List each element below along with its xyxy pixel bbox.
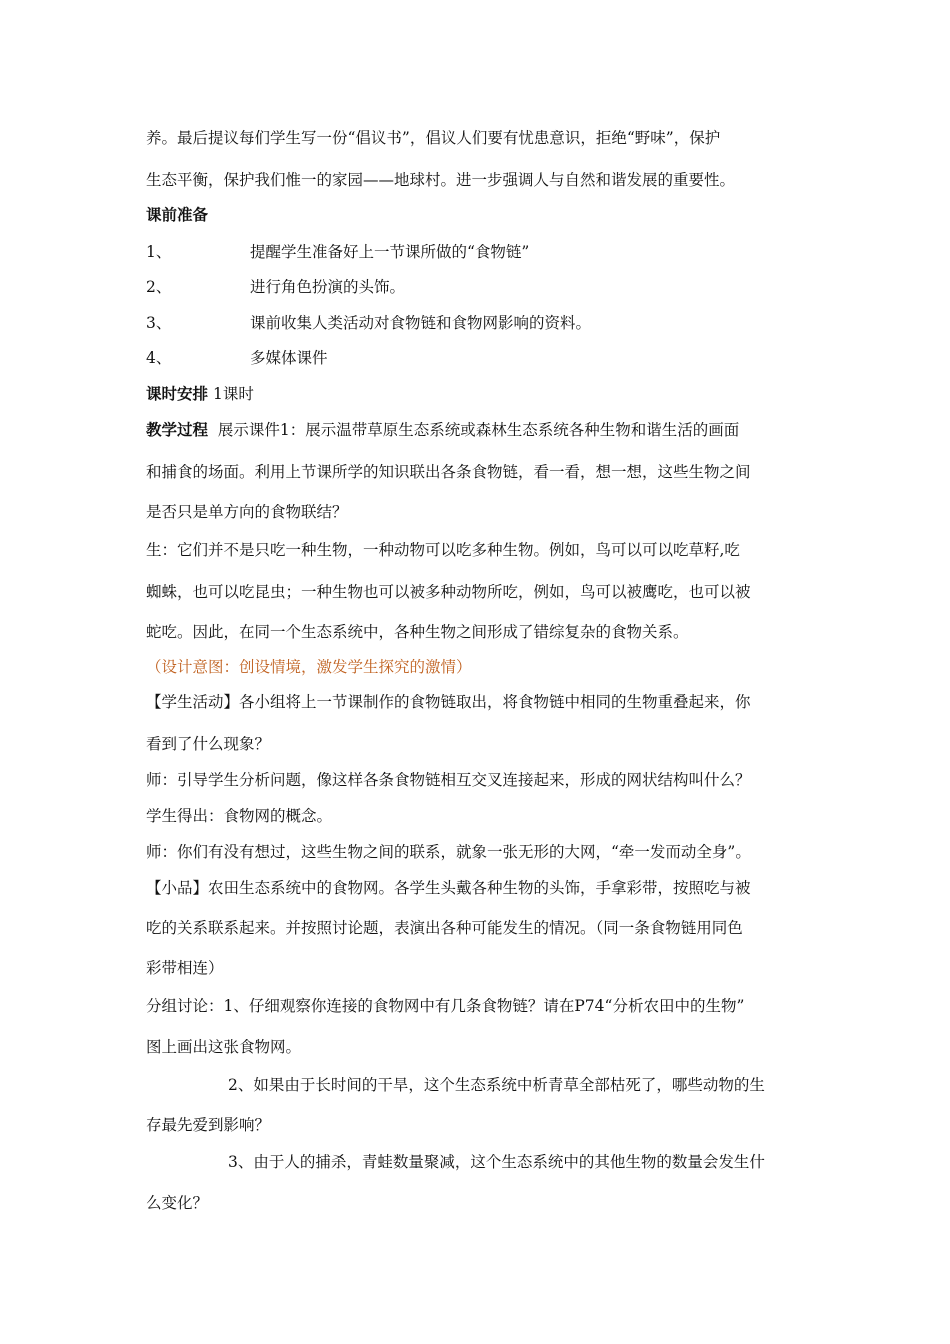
teacher-line-2: 师：你们有没有想过，这些生物之间的联系，就象一张无形的大网，“牵一发而动全身”。	[146, 843, 751, 861]
prep-item-3-text: 课前收集人类活动对食物链和食物网影响的资料。	[250, 314, 592, 332]
activity-line-1: 【学生活动】各小组将上一节课制作的食物链取出，将食物链中相同的生物重叠起来，你	[146, 693, 751, 711]
prep-heading: 课前准备	[146, 206, 209, 224]
prep-item-1-text: 提醒学生准备好上一节课所做的“食物链”	[250, 243, 530, 261]
student-answer-line-1: 生：它们并不是只吃一种生物，一种动物可以吃多种生物。例如，鸟可以可以吃草籽,吃	[146, 541, 740, 559]
process-line-3: 是否只是单方向的食物联结？	[146, 503, 348, 521]
student-answer-line-2: 蜘蛛，也可以吃昆虫；一种生物也可以被多种动物所吃，例如，鸟可以被鹰吃，也可以被	[146, 583, 751, 601]
prep-item-4-number: 4、	[146, 349, 172, 367]
discussion-q2-line-2: 存最先爱到影响？	[146, 1116, 271, 1134]
skit-line-1: 【小品】农田生态系统中的食物网。各学生头戴各种生物的头饰，手拿彩带，按照吃与被	[146, 879, 751, 897]
discussion-q3-line-2: 么变化？	[146, 1194, 209, 1212]
design-intent: （设计意图：创设情境，激发学生探究的激情）	[146, 658, 472, 676]
activity-line-2: 看到了什么现象？	[146, 735, 271, 753]
prep-item-1-number: 1、	[146, 243, 172, 261]
process-line-2: 和捕食的场面。利用上节课所学的知识联出各条食物链，看一看，想一想，这些生物之间	[146, 463, 751, 481]
prep-item-2-text: 进行角色扮演的头饰。	[250, 278, 406, 296]
process-line-1	[146, 420, 739, 440]
process-text-1: 展示课件1：展示温带草原生态系统或森林生态系统各种生物和谐生活的画面	[217, 421, 740, 439]
skit-line-3: 彩带相连）	[146, 959, 224, 977]
prep-item-4-text: 多媒体课件	[250, 349, 328, 367]
schedule-line	[146, 384, 254, 404]
skit-line-2: 吃的关系联系起来。并按照讨论题，表演出各种可能发生的情况。（同一条食物链用同色	[146, 919, 743, 937]
prep-item-3-number: 3、	[146, 314, 172, 332]
intro-line-1: 养。最后提议每们学生写一份“倡议书”，倡议人们要有忧患意识，拒绝“野味”，保护	[146, 129, 721, 147]
schedule-value: 1课时	[212, 385, 254, 403]
discussion-q1-line-1: 分组讨论：1、仔细观察你连接的食物网中有几条食物链？请在P74“分析农田中的生物”	[146, 997, 745, 1015]
intro-line-2: 生态平衡，保护我们惟一的家园——地球村。进一步强调人与自然和谐发展的重要性。	[146, 171, 736, 189]
student-answer-line-3: 蛇吃。因此，在同一个生态系统中，各种生物之间形成了错综复杂的食物关系。	[146, 623, 689, 641]
schedule-heading: 课时安排	[146, 385, 209, 403]
process-heading: 教学过程	[146, 421, 209, 439]
discussion-q2-line-1: 2、如果由于长时间的干旱，这个生态系统中析青草全部枯死了，哪些动物的生	[228, 1076, 765, 1094]
prep-item-2-number: 2、	[146, 278, 172, 296]
discussion-q3-line-1: 3、由于人的捕杀，青蛙数量聚减，这个生态系统中的其他生物的数量会发生什	[228, 1153, 765, 1171]
discussion-q1-line-2: 图上画出这张食物网。	[146, 1038, 302, 1056]
student-result-line: 学生得出：食物网的概念。	[146, 807, 333, 825]
teacher-line-1: 师：引导学生分析问题，像这样各条食物链相互交叉连接起来，形成的网状结构叫什么？	[146, 771, 751, 789]
